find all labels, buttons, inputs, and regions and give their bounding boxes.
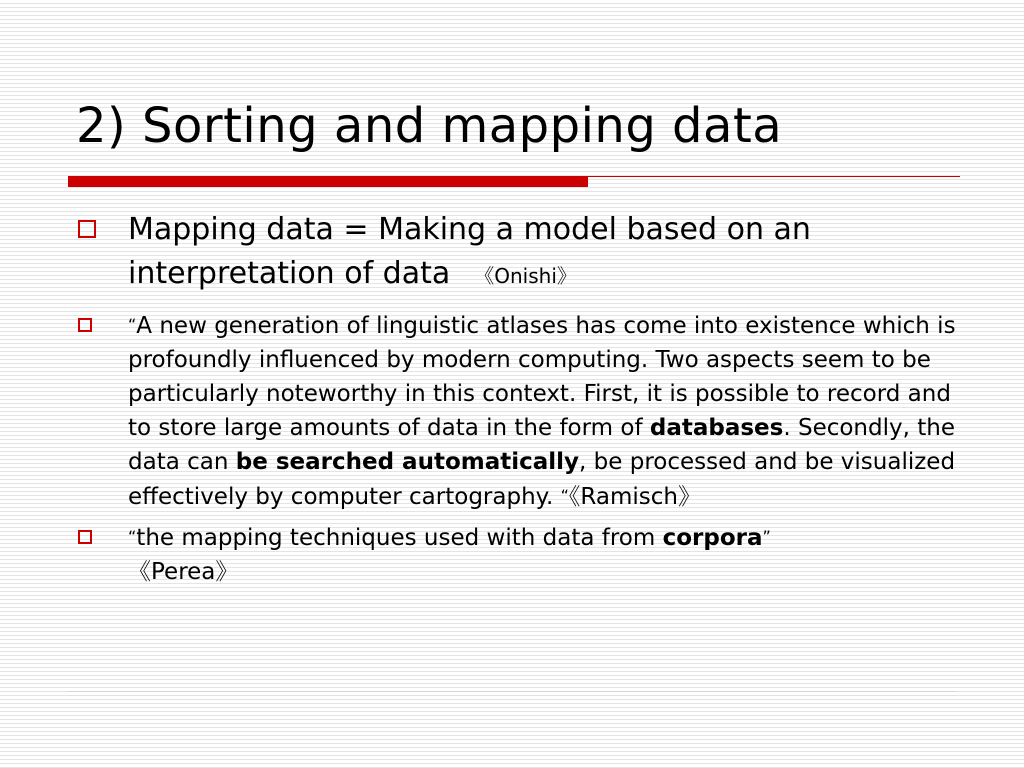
square-bullet-icon xyxy=(78,318,92,332)
title-underline-thick xyxy=(68,176,588,187)
quote-text-part1: the mapping techniques used with data from xyxy=(136,525,663,551)
citation: 《Onishi》 xyxy=(474,264,577,288)
quote-text-part2: . Secondly, the data can xyxy=(128,415,955,475)
open-quote: “ xyxy=(128,527,137,546)
bullet-item-ramisch-quote xyxy=(74,308,974,514)
citation: 《Ramisch》 xyxy=(568,484,701,510)
close-quote: “ xyxy=(560,486,569,505)
citation: 《Perea》 xyxy=(128,559,239,585)
quote-text-part1: A new generation of linguistic atlases has come into existence which is profoundly influenced by modern computing. Two aspects seem to be particularly noteworthy in this context. First, it is possible to record and to store large amounts of data in the form of xyxy=(128,313,956,441)
close-quote: ” xyxy=(762,527,771,546)
emphasis-databases: databases xyxy=(649,415,784,441)
bullet-item-perea-quote xyxy=(74,520,974,589)
bullet-list xyxy=(74,208,974,595)
slide-title: 2) Sorting and mapping data xyxy=(76,98,783,154)
bullet-text: Mapping data = Making a model based on an interpretation of data xyxy=(128,212,811,291)
open-quote: “ xyxy=(128,315,137,334)
title-underline-thin xyxy=(588,176,960,177)
bullet-item-mapping-definition xyxy=(74,208,974,298)
footer-divider xyxy=(68,691,956,692)
square-bullet-icon xyxy=(78,220,96,238)
quote-text-part3: , be processed and be visualized effectively by computer cartography. xyxy=(128,449,956,510)
emphasis-searched-automatically: be searched automatically xyxy=(235,449,580,475)
square-bullet-icon xyxy=(78,530,92,544)
emphasis-corpora: corpora xyxy=(662,525,763,551)
